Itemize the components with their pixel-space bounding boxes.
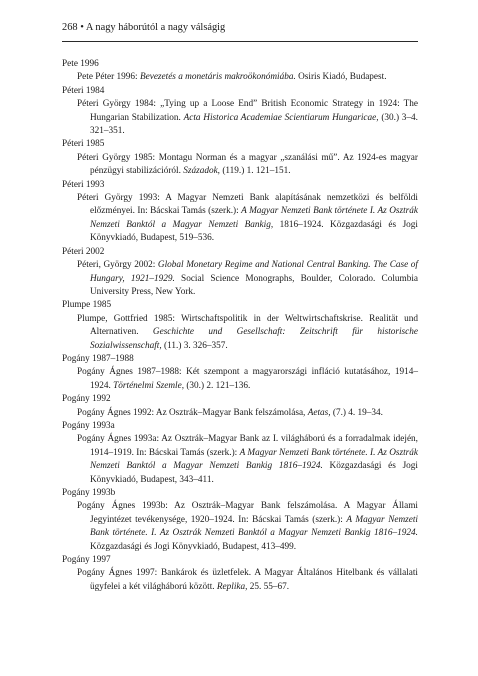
entry-key: Pogány 1993a: [62, 420, 115, 431]
reference-title-italic: Acta Historica Academiae Scientiarum Hungaricae,: [183, 112, 379, 123]
reference-text: Péteri György 1984: „Tying up a Loose End” British Economic Strategy in 1924: The Hungarian Stabilization.: [77, 99, 418, 123]
entry-key: Plumpe 1985: [62, 300, 112, 311]
reference-text: (30.) 3–4. 321–351.: [90, 112, 418, 137]
reference-title-italic: Aetas,: [307, 407, 331, 418]
entry-reference: [62, 313, 418, 353]
reference-text: (11.) 3. 326–357.: [161, 340, 228, 351]
bibliography-entry: [62, 420, 418, 487]
reference-text: Plumpe, Gottfried 1985: Wirtschaftspolitik in der Weltwirtschaftskrise. Realität und Alternativen.: [77, 313, 418, 338]
reference-text: (119.) 1. 121–151.: [220, 166, 291, 177]
reference-title-italic: Századok,: [183, 166, 220, 177]
reference-title-italic: A Magyar Nemzeti Bank története. I. Az Osztrák Nemzeti Banktól a Magyar Nemzeti Bankig 1816–1924.: [90, 447, 418, 472]
header-separator: •: [80, 22, 84, 33]
reference-title-italic: Történelmi Szemle,: [113, 380, 185, 391]
entry-reference: [62, 152, 418, 179]
reference-text: Pogány Ágnes 1993a: Az Osztrák–Magyar Bank az I. világháború és a forradalmak idején, 1914–1919. In: Bácskai Tamás (szerk.):: [77, 434, 418, 458]
entry-reference: [62, 433, 418, 487]
reference-text: Social Science Monographs, Boulder, Colorado. Columbia University Press, New York.: [90, 273, 419, 297]
reference-title-italic: Bevezetés a monetáris makroökonómiába.: [139, 72, 296, 83]
entry-reference: [62, 192, 418, 246]
reference-text: Pogány Ágnes 1992: Az Osztrák–Magyar Bank felszámolása,: [77, 407, 308, 418]
reference-title-italic: Replika,: [216, 581, 248, 592]
reference-text: Pogány Ágnes 1987–1988: Két szempont a magyarországi infláció kutatásához, 1914–1924.: [77, 367, 418, 391]
reference-text: Péteri György 1985: Montagu Norman és a magyar „szanálási mű”. Az 1924-es magyar pénzügyi stabilizációról.: [77, 152, 418, 177]
entry-key: Pete 1996: [62, 59, 99, 69]
reference-text: (7.) 4. 19–34.: [330, 407, 383, 418]
entry-reference: [62, 98, 418, 138]
header-rule: [62, 41, 418, 42]
reference-title-italic: A Magyar Nemzeti Bank története. I. Az Osztrák Nemzeti Banktól a Magyar Nemzeti Bankig 1816–1924.: [90, 514, 418, 539]
bibliography-entry: [62, 299, 418, 353]
reference-text: Pogány Ágnes 1997: Bankárok és üzletfelek. A Magyar Általános Hitelbank és vállalati ügyfelei a két világháború között.: [77, 568, 418, 592]
reference-text: 1816–1924. Közgazdasági és Jogi Könyvkiadó, Budapest, 519–536.: [90, 219, 419, 244]
bibliography-list: [62, 58, 418, 594]
entry-reference: [62, 71, 418, 84]
reference-text: Közgazdasági és Jogi Könyvkiadó, Budapest, 343–411.: [90, 461, 418, 485]
running-head: [62, 21, 418, 35]
entry-key: Péteri 1985: [62, 139, 105, 150]
entry-key: Péteri 1993: [62, 179, 105, 190]
running-title: A nagy háborútól a nagy válságig: [85, 22, 226, 33]
reference-text: Péteri György 1993: A Magyar Nemzeti Bank alapításának nemzetközi és belföldi előzményei. In: Bácskai Tamás (szerk.):: [77, 193, 418, 217]
entry-key: Pogány 1997: [62, 555, 111, 566]
bibliography-entry: [62, 353, 418, 393]
entry-reference: [62, 567, 418, 594]
entry-key: Péteri 2002: [62, 246, 105, 257]
entry-key: Pogány 1987–1988: [62, 353, 134, 364]
entry-reference: [62, 500, 418, 554]
bibliography-entry: [62, 85, 418, 139]
bibliography-entry: [62, 393, 418, 420]
entry-reference: [62, 259, 418, 299]
reference-text: Péteri, György 2002:: [77, 260, 158, 271]
entry-key: Pogány 1993b: [62, 488, 116, 498]
entry-key: Péteri 1984: [62, 85, 105, 96]
entry-key: Pogány 1992: [62, 394, 111, 405]
reference-text: (30.) 2. 121–136.: [184, 380, 251, 391]
entry-reference: [62, 407, 418, 420]
bibliography-entry: [62, 246, 418, 300]
bibliography-entry: [62, 179, 418, 246]
page-number: 268: [62, 22, 78, 33]
bibliography-entry: [62, 58, 418, 85]
bibliography-entry: [62, 554, 418, 594]
reference-text: Pogány Ágnes 1993b: Az Osztrák–Magyar Bank felszámolása. A Magyar Állami Jegyintézet tevékenysége, 1920–1924. In: Bácskai Tamás (szerk.):: [77, 501, 418, 525]
reference-title-italic: Global Monetary Regime and National Central Banking. The Case of Hungary, 1921–1929.: [90, 260, 418, 284]
bibliography-entry: [62, 138, 418, 178]
reference-text: Osiris Kiadó, Budapest.: [295, 72, 387, 83]
reference-text: Pete Péter 1996:: [77, 72, 140, 83]
entry-reference: [62, 366, 418, 393]
bibliography-entry: [62, 487, 418, 554]
reference-text: Közgazdasági és Jogi Könyvkiadó, Budapest, 413–499.: [90, 541, 297, 552]
reference-text: 25. 55–67.: [247, 581, 290, 592]
reference-title-italic: A Magyar Nemzeti Bank története I. Az Osztrák Nemzeti Banktól a Magyar Nemzeti Bankig,: [90, 206, 418, 230]
reference-title-italic: Geschichte und Gesellschaft: Zeitschrift für historische Sozialwissenschaft,: [90, 327, 418, 351]
